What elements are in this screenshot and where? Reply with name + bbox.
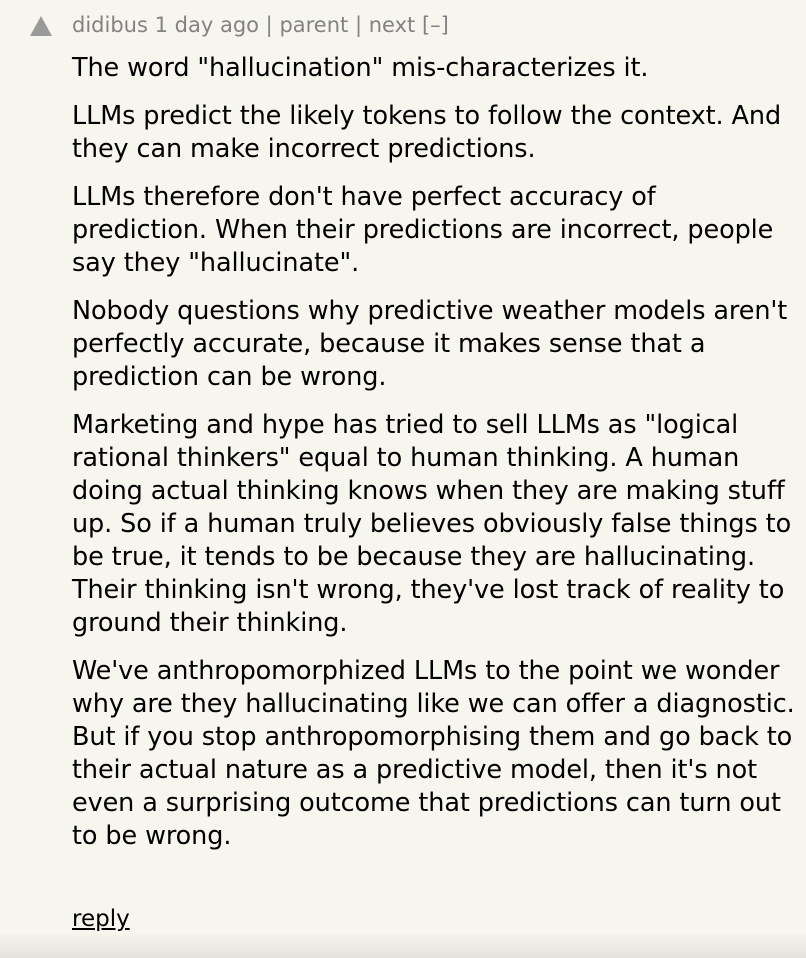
- comment-paragraph: Marketing and hype has tried to sell LLMs as "logical rational thinkers" equal to human thinking. A human doing actual thinking knows when they are making stuff up. So if a human truly believes obviously false things to be true, it tends to be because they are hallucinating. Their thinking isn't wrong, they've lost track of reality to ground their thinking.: [72, 410, 792, 638]
- parent-link[interactable]: parent: [279, 13, 349, 37]
- comment-paragraph: The word "hallucination" mis-characterizes it.: [72, 53, 649, 83]
- separator: |: [348, 13, 369, 37]
- comment-header: [72, 11, 449, 39]
- comment-paragraph: Nobody questions why predictive weather models aren't perfectly accurate, because it makes sense that a prediction can be wrong.: [72, 296, 788, 392]
- comment-age-text[interactable]: 1 day ago: [154, 13, 259, 37]
- upvote-icon[interactable]: [30, 16, 52, 36]
- comment-text: [72, 52, 797, 868]
- comment-paragraph: We've anthropomorphized LLMs to the point we wonder why are they hallucinating like we can offer a diagnostic. But if you stop anthropomorphising them and go back to their actual nature as a predictive model, then it's not even a surprising outcome that predictions can turn out to be wrong.: [72, 656, 795, 851]
- bottom-shadow: [0, 932, 806, 958]
- collapse-toggle[interactable]: [–]: [421, 13, 449, 37]
- separator: |: [259, 13, 280, 37]
- comment-age[interactable]: [155, 13, 259, 37]
- comment-paragraph: LLMs therefore don't have perfect accuracy of prediction. When their predictions are incorrect, people say they "hallucinate".: [72, 182, 774, 278]
- author-link[interactable]: didibus: [72, 13, 148, 37]
- next-link[interactable]: next: [368, 13, 416, 37]
- reply-link[interactable]: reply: [72, 906, 130, 932]
- comment-paragraph: LLMs predict the likely tokens to follow the context. And they can make incorrect predictions.: [72, 101, 782, 164]
